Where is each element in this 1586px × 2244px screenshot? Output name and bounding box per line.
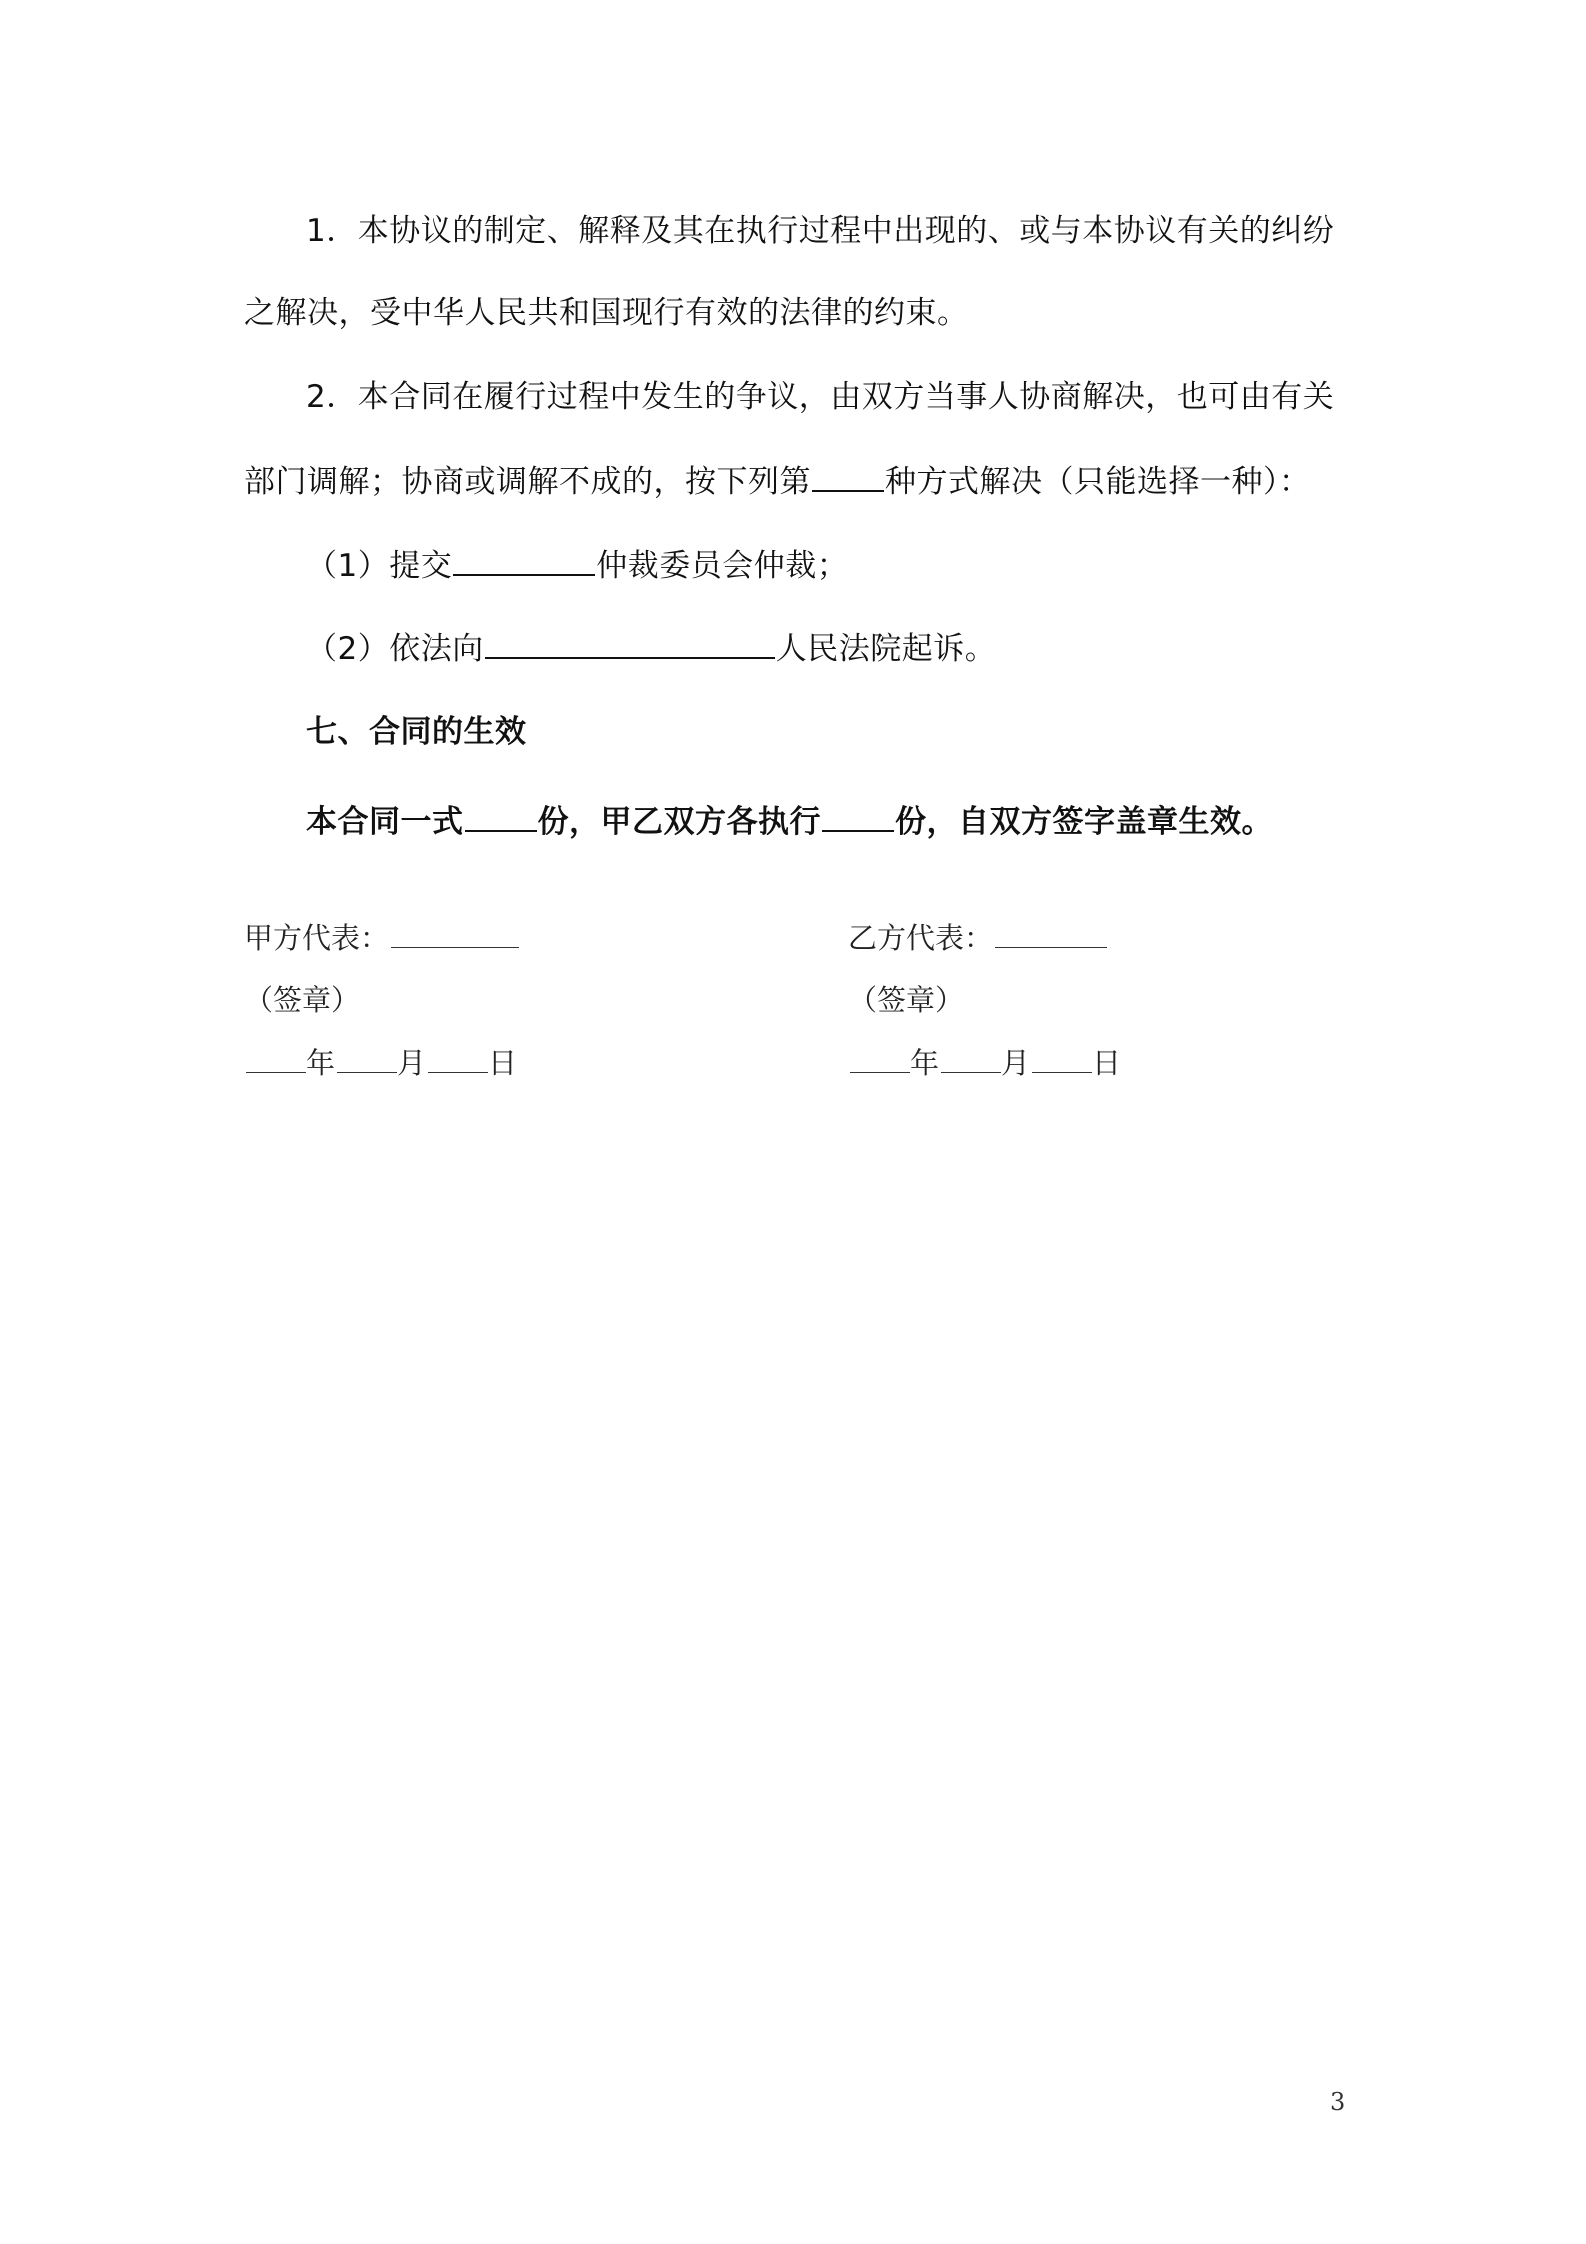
party-a-year-label: 年	[306, 1046, 336, 1080]
option-2-line	[306, 629, 996, 669]
option-1-text-b: 仲裁委员会仲裁；	[596, 548, 849, 584]
party-a-date	[244, 1043, 517, 1083]
arbitration-commission-blank[interactable]	[453, 546, 595, 576]
party-b-signature-blank[interactable]	[995, 921, 1107, 948]
party-b-day-blank[interactable]	[1032, 1046, 1092, 1073]
party-a-seal	[244, 980, 360, 1020]
party-a-seal-text: （签章）	[244, 983, 361, 1017]
copies-total-blank[interactable]	[465, 802, 537, 832]
page-number: 3	[1330, 2088, 1346, 2116]
party-b-seal-text: （签章）	[848, 983, 965, 1017]
party-b-seal	[848, 980, 964, 1020]
clause-1-line-2	[244, 293, 969, 333]
section-7-text-c: 份，自双方签字盖章生效。	[895, 804, 1273, 840]
section-7-text-b: 份，甲乙双方各执行	[537, 804, 821, 840]
clause-2-line-1	[306, 377, 1334, 417]
court-name-blank[interactable]	[485, 629, 775, 659]
clause-1-text-1: 1．本协议的制定、解释及其在执行过程中出现的、或与本协议有关的纠纷	[306, 213, 1335, 249]
party-a-label: 甲方代表：	[244, 921, 390, 955]
party-b-month-blank[interactable]	[941, 1046, 1001, 1073]
party-b-year-label: 年	[910, 1046, 940, 1080]
party-a-representative	[244, 918, 519, 958]
party-b-label: 乙方代表：	[848, 921, 994, 955]
party-b-month-label: 月	[1001, 1046, 1031, 1080]
clause-1-text-2: 之解决，受中华人民共和国现行有效的法律的约束。	[244, 295, 969, 331]
clause-2-text-2a: 部门调解；协商或调解不成的，按下列第	[244, 464, 811, 500]
option-1-line	[306, 546, 848, 586]
section-7-heading-text: 七、合同的生效	[306, 714, 527, 750]
party-a-signature-blank[interactable]	[391, 921, 519, 948]
party-a-month-blank[interactable]	[337, 1046, 397, 1073]
party-a-day-label: 日	[488, 1046, 518, 1080]
copies-each-blank[interactable]	[822, 802, 894, 832]
party-b-day-label: 日	[1092, 1046, 1122, 1080]
option-2-text-b: 人民法院起诉。	[775, 631, 997, 667]
clause-1-line-1	[306, 211, 1334, 251]
party-b-date	[848, 1043, 1121, 1083]
clause-2-line-2	[244, 462, 1311, 502]
party-b-representative	[848, 918, 1107, 958]
party-a-day-blank[interactable]	[428, 1046, 488, 1073]
dispute-method-blank[interactable]	[812, 462, 884, 492]
option-1-text-a: （1）提交	[306, 548, 453, 584]
section-7-heading	[306, 712, 527, 752]
clause-2-text-1: 2．本合同在履行过程中发生的争议，由双方当事人协商解决，也可由有关	[306, 379, 1335, 415]
clause-2-text-2b: 种方式解决（只能选择一种）：	[885, 464, 1311, 500]
party-b-year-blank[interactable]	[850, 1046, 910, 1073]
section-7-text-a: 本合同一式	[306, 804, 464, 840]
section-7-text	[306, 802, 1273, 842]
party-a-month-label: 月	[397, 1046, 427, 1080]
party-a-year-blank[interactable]	[246, 1046, 306, 1073]
option-2-text-a: （2）依法向	[306, 631, 484, 667]
